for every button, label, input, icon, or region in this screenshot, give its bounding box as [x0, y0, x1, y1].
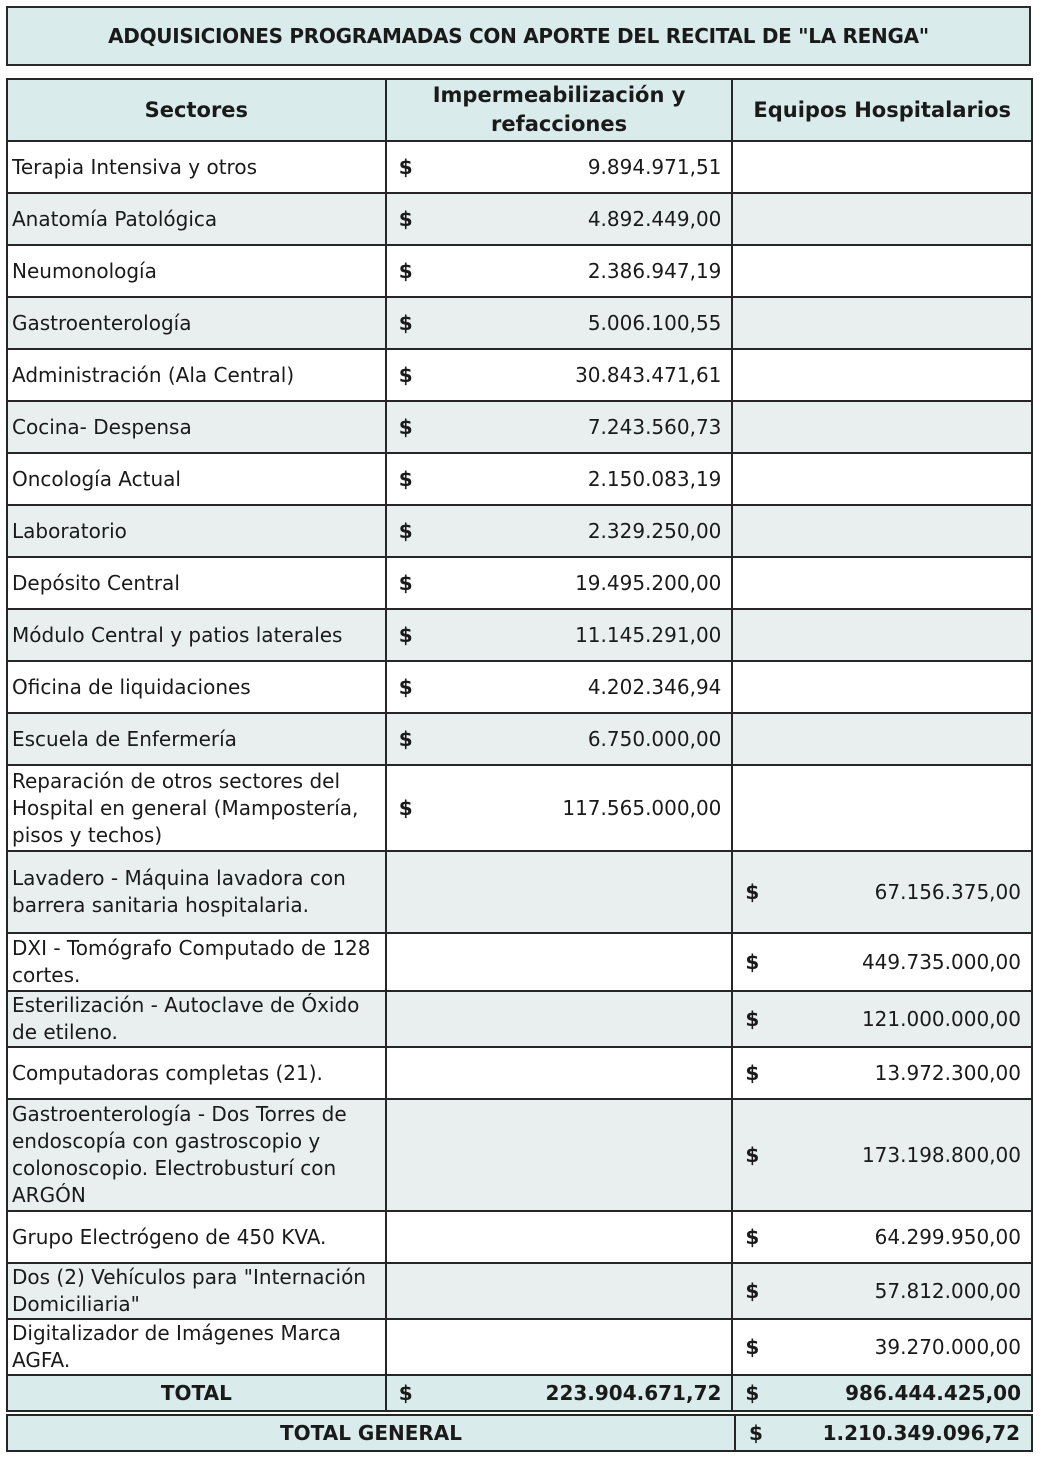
equipos-cell	[732, 141, 1032, 193]
total-impermeabilizacion-cell	[386, 1375, 733, 1411]
equipos-cell	[732, 401, 1032, 453]
currency-symbol: $	[745, 1007, 760, 1031]
header-equipos: Equipos Hospitalarios	[732, 79, 1032, 141]
equipos-cell	[732, 1211, 1032, 1263]
impermeabilizacion-amount: 4.202.346,94	[587, 675, 722, 699]
sector-cell: Escuela de Enfermería	[7, 713, 386, 765]
impermeabilizacion-amount: 19.495.200,00	[575, 571, 722, 595]
equipos-amount: 173.198.800,00	[861, 1143, 1021, 1167]
table-row	[7, 245, 1032, 297]
sector-cell: Administración (Ala Central)	[7, 349, 386, 401]
impermeabilizacion-cell	[386, 141, 733, 193]
equipos-amount: 64.299.950,00	[874, 1225, 1021, 1249]
currency-symbol: $	[398, 623, 413, 647]
equipos-cell	[732, 851, 1032, 933]
impermeabilizacion-cell	[386, 505, 733, 557]
currency-symbol: $	[398, 519, 413, 543]
table-row	[7, 1319, 1032, 1375]
total-general-cell	[735, 1415, 1032, 1451]
currency-symbol: $	[745, 1061, 760, 1085]
currency-symbol: $	[745, 1225, 760, 1249]
table-row	[7, 609, 1032, 661]
currency-symbol: $	[745, 1279, 760, 1303]
currency-symbol: $	[398, 363, 413, 387]
impermeabilizacion-amount: 9.894.971,51	[587, 155, 722, 179]
impermeabilizacion-amount: 30.843.471,61	[575, 363, 722, 387]
currency-symbol: $	[398, 467, 413, 491]
table-row	[7, 713, 1032, 765]
currency-symbol: $	[745, 950, 760, 974]
equipos-cell	[732, 505, 1032, 557]
header-impermeabilizacion-text: Impermeabilización y refacciones	[432, 83, 686, 136]
currency-symbol: $	[745, 1143, 760, 1167]
sector-cell: Esterilización - Autoclave de Óxido de etileno.	[7, 991, 386, 1047]
table-row	[7, 1211, 1032, 1263]
table-row	[7, 765, 1032, 851]
currency-symbol: $	[398, 727, 413, 751]
table-row	[7, 297, 1032, 349]
equipos-amount: 449.735.000,00	[861, 950, 1021, 974]
sector-cell: Depósito Central	[7, 557, 386, 609]
table-row	[7, 401, 1032, 453]
equipos-cell	[732, 991, 1032, 1047]
header-row	[7, 79, 1032, 141]
impermeabilizacion-amount: 6.750.000,00	[587, 727, 722, 751]
impermeabilizacion-amount: 5.006.100,55	[587, 311, 722, 335]
impermeabilizacion-cell	[386, 609, 733, 661]
sector-cell: Reparación de otros sectores del Hospital en general (Mampostería, pisos y techos)	[7, 765, 386, 851]
impermeabilizacion-cell	[386, 245, 733, 297]
table-row	[7, 141, 1032, 193]
sector-cell: Módulo Central y patios laterales	[7, 609, 386, 661]
impermeabilizacion-cell	[386, 713, 733, 765]
table-row	[7, 193, 1032, 245]
table-row	[7, 505, 1032, 557]
table-row	[7, 991, 1032, 1047]
currency-symbol: $	[398, 571, 413, 595]
impermeabilizacion-amount: 7.243.560,73	[587, 415, 722, 439]
impermeabilizacion-cell	[386, 765, 733, 851]
table-row	[7, 1047, 1032, 1099]
impermeabilizacion-cell	[386, 297, 733, 349]
currency-symbol: $	[745, 880, 760, 904]
equipos-cell	[732, 1263, 1032, 1319]
table-row	[7, 851, 1032, 933]
currency-symbol: $	[745, 1335, 760, 1359]
equipos-cell	[732, 1047, 1032, 1099]
equipos-amount: 121.000.000,00	[861, 1007, 1021, 1031]
sector-cell: Lavadero - Máquina lavadora con barrera sanitaria hospitalaria.	[7, 851, 386, 933]
table-title	[6, 6, 1031, 66]
impermeabilizacion-amount: 117.565.000,00	[562, 796, 722, 820]
total-general-label: TOTAL GENERAL	[7, 1415, 735, 1451]
impermeabilizacion-cell	[386, 349, 733, 401]
equipos-amount: 57.812.000,00	[874, 1279, 1021, 1303]
total-equipos-cell	[732, 1375, 1032, 1411]
table-row	[7, 1099, 1032, 1211]
impermeabilizacion-cell	[386, 661, 733, 713]
equipos-cell	[732, 609, 1032, 661]
impermeabilizacion-cell	[386, 1211, 733, 1263]
sector-cell: Digitalizador de Imágenes Marca AGFA.	[7, 1319, 386, 1375]
title-text: ADQUISICIONES PROGRAMADAS CON APORTE DEL RECITAL DE "LA RENGA"	[108, 24, 929, 48]
equipos-cell	[732, 713, 1032, 765]
impermeabilizacion-cell	[386, 453, 733, 505]
sector-cell: Gastroenterología	[7, 297, 386, 349]
sector-cell: Neumonología	[7, 245, 386, 297]
equipos-cell	[732, 557, 1032, 609]
equipos-cell	[732, 661, 1032, 713]
sector-cell: Computadoras completas (21).	[7, 1047, 386, 1099]
impermeabilizacion-cell	[386, 1319, 733, 1375]
equipos-cell	[732, 349, 1032, 401]
sector-cell: Anatomía Patológica	[7, 193, 386, 245]
equipos-cell	[732, 1319, 1032, 1375]
equipos-amount: 67.156.375,00	[874, 880, 1021, 904]
total-impermeabilizacion: 223.904.671,72	[545, 1381, 722, 1405]
impermeabilizacion-cell	[386, 401, 733, 453]
total-row	[7, 1375, 1032, 1411]
equipos-cell	[732, 765, 1032, 851]
sector-cell: Grupo Electrógeno de 450 KVA.	[7, 1211, 386, 1263]
impermeabilizacion-cell	[386, 1263, 733, 1319]
table-row	[7, 453, 1032, 505]
total-general-table	[6, 1414, 1033, 1452]
impermeabilizacion-cell	[386, 991, 733, 1047]
currency-symbol: $	[398, 1381, 413, 1405]
equipos-cell	[732, 933, 1032, 991]
total-label: TOTAL	[7, 1375, 386, 1411]
sector-cell: Laboratorio	[7, 505, 386, 557]
table-row	[7, 1263, 1032, 1319]
equipos-cell	[732, 1099, 1032, 1211]
impermeabilizacion-cell	[386, 1099, 733, 1211]
header-sectores: Sectores	[7, 79, 386, 141]
equipos-cell	[732, 193, 1032, 245]
currency-symbol: $	[398, 155, 413, 179]
table-row	[7, 933, 1032, 991]
equipos-amount: 39.270.000,00	[874, 1335, 1021, 1359]
currency-symbol: $	[398, 259, 413, 283]
table-row	[7, 661, 1032, 713]
acquisitions-table	[6, 78, 1033, 1412]
impermeabilizacion-amount: 2.386.947,19	[587, 259, 722, 283]
currency-symbol: $	[398, 675, 413, 699]
impermeabilizacion-cell	[386, 933, 733, 991]
sector-cell: Dos (2) Vehículos para "Internación Domiciliaria"	[7, 1263, 386, 1319]
equipos-cell	[732, 245, 1032, 297]
sector-cell: Cocina- Despensa	[7, 401, 386, 453]
total-general-value: 1.210.349.096,72	[822, 1421, 1020, 1445]
equipos-cell	[732, 453, 1032, 505]
sector-cell: Gastroenterología - Dos Torres de endoscopía con gastroscopio y colonoscopio. Electrobusturí con ARGÓN	[7, 1099, 386, 1211]
impermeabilizacion-amount: 4.892.449,00	[587, 207, 722, 231]
sector-cell: DXI - Tomógrafo Computado de 128 cortes.	[7, 933, 386, 991]
impermeabilizacion-cell	[386, 557, 733, 609]
impermeabilizacion-cell	[386, 851, 733, 933]
impermeabilizacion-cell	[386, 193, 733, 245]
impermeabilizacion-amount: 2.150.083,19	[587, 467, 722, 491]
currency-symbol: $	[398, 415, 413, 439]
currency-symbol: $	[749, 1421, 763, 1445]
equipos-amount: 13.972.300,00	[874, 1061, 1021, 1085]
sector-cell: Oncología Actual	[7, 453, 386, 505]
total-general-row	[7, 1415, 1032, 1451]
total-equipos: 986.444.425,00	[845, 1381, 1021, 1405]
impermeabilizacion-amount: 11.145.291,00	[575, 623, 722, 647]
currency-symbol: $	[745, 1381, 760, 1405]
impermeabilizacion-amount: 2.329.250,00	[587, 519, 722, 543]
table-row	[7, 349, 1032, 401]
sector-cell: Oficina de liquidaciones	[7, 661, 386, 713]
currency-symbol: $	[398, 311, 413, 335]
equipos-cell	[732, 297, 1032, 349]
sector-cell: Terapia Intensiva y otros	[7, 141, 386, 193]
impermeabilizacion-cell	[386, 1047, 733, 1099]
currency-symbol: $	[398, 207, 413, 231]
currency-symbol: $	[398, 796, 413, 820]
table-row	[7, 557, 1032, 609]
header-impermeabilizacion	[386, 79, 733, 141]
